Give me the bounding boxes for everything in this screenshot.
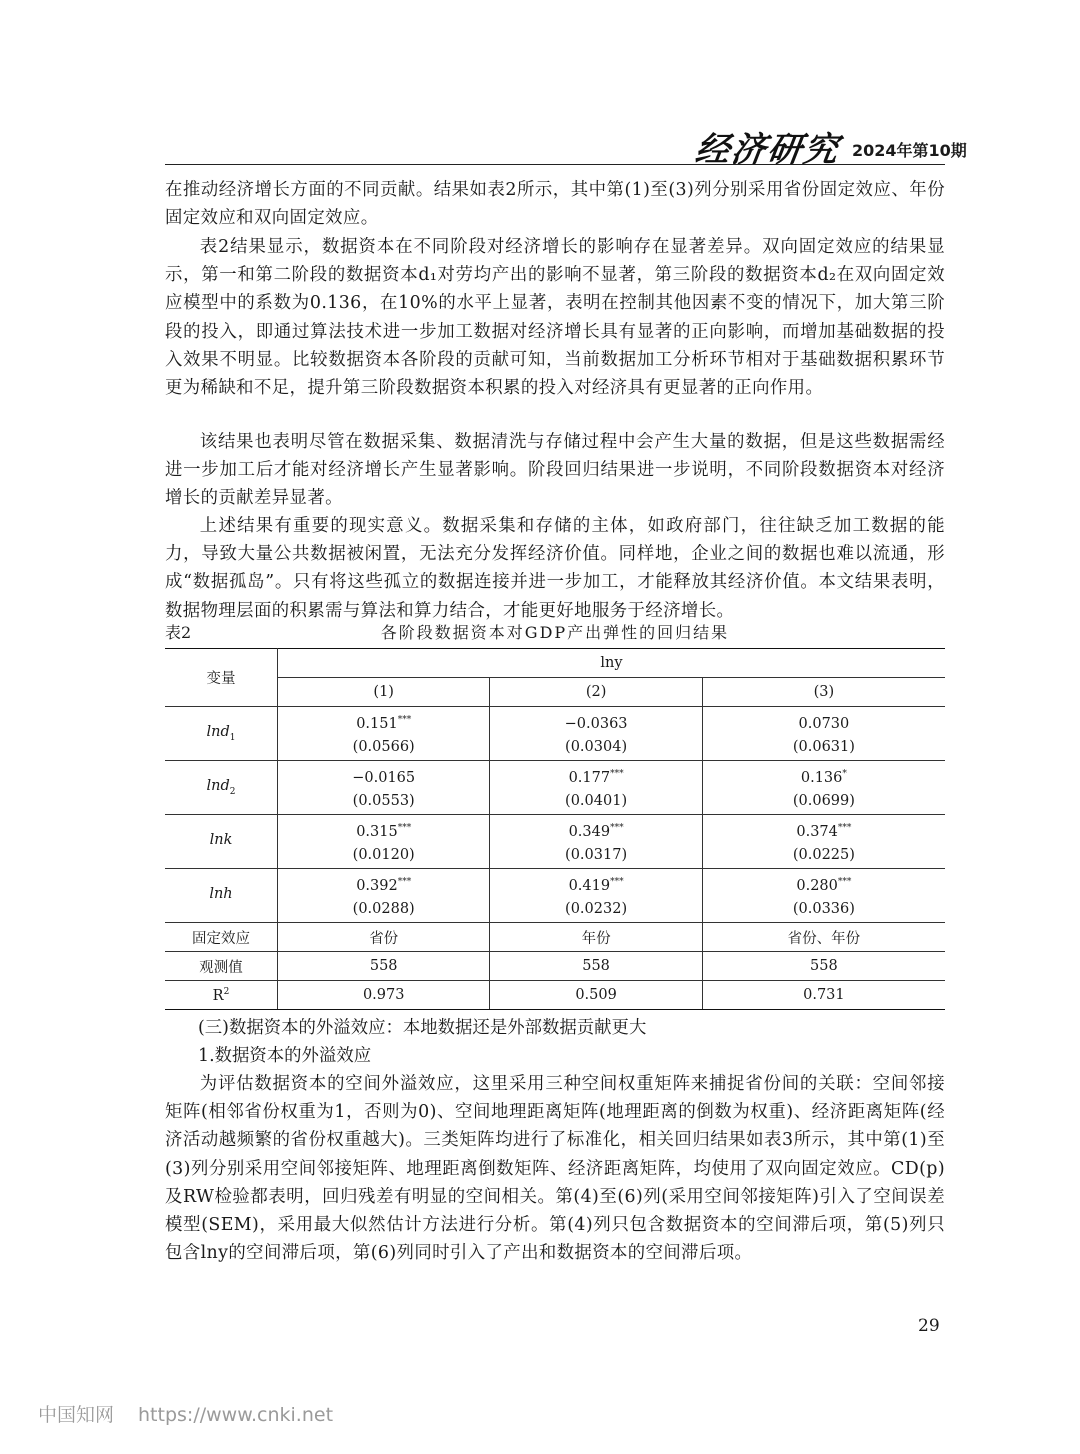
table-row bbox=[165, 923, 945, 952]
paragraph-3: 该结果也表明尽管在数据采集、数据清洗与存储过程中会产生大量的数据，但是这些数据需经进一步加工后才能对经济增长产生显著影响。阶段回归结果进一步说明，不同阶段数据资本对经济增长的贡献差异显著。 bbox=[165, 432, 945, 509]
row-label: lnd$_2$ bbox=[165, 761, 278, 815]
table-cell: −0.0363 (0.0304) bbox=[490, 707, 702, 761]
header-rule bbox=[165, 164, 945, 165]
table-cell: 0.280*** (0.0336) bbox=[702, 869, 945, 923]
table-cell: 0.349*** (0.0317) bbox=[490, 815, 702, 869]
table-cell: 0.151*** (0.0566) bbox=[278, 707, 490, 761]
table-cell: 558 bbox=[278, 952, 490, 981]
dep-var-header: lny bbox=[278, 649, 946, 678]
issue-label: 2024年第10期 bbox=[852, 140, 967, 160]
table-cell: 0.973 bbox=[278, 981, 490, 1010]
table-cell: 0.392*** (0.0288) bbox=[278, 869, 490, 923]
page-number: 29 bbox=[918, 1316, 940, 1336]
regression-table bbox=[165, 648, 945, 1010]
footer-url: https://www.cnki.net bbox=[138, 1404, 334, 1426]
table-row bbox=[165, 981, 945, 1010]
table-title: 各阶段数据资本对GDP产出弹性的回归结果 bbox=[380, 623, 730, 642]
table-cell: 0.177*** (0.0401) bbox=[490, 761, 702, 815]
page-header bbox=[692, 126, 967, 170]
table-cell: 0.419*** (0.0232) bbox=[490, 869, 702, 923]
sub-heading: 1.数据资本的外溢效应 bbox=[198, 1046, 372, 1066]
paragraph-2: 表2结果显示，数据资本在不同阶段对经济增长的影响存在显著差异。双向固定效应的结果显示，第一和第二阶段的数据资本d₁对劳均产出的影响不显著，第三阶段的数据资本d₂在双向固定效应模型中的系数为0.136，在10%的水平上显著，表明在控制其他因素不变的情况下，加大第三阶段的投入，即通过算法技术进一步加工数据对经济增长具有显著的正向影响，而增加基础数据的投入效果不明显。比较数据资本各阶段的贡献可知，当前数据加工分析环节相对于基础数据积累环节更为稀缺和不足，提升第三阶段数据资本积累的投入对经济具有更显著的正向作用。 bbox=[165, 237, 945, 399]
section-paragraph: 为评估数据资本的空间外溢效应，这里采用三种空间权重矩阵来捕捉省份间的关联：空间邻接矩阵(相邻省份权重为1，否则为0)、空间地理距离矩阵(地理距离的倒数为权重)、经济距离矩阵(经济活动越频繁的省份权重越大)。三类矩阵均进行了标准化，相关回归结果如表3所示，其中第(1)至(3)列分别采用空间邻接矩阵、地理距离倒数矩阵、经济距离矩阵，均使用了双向固定效应。CD(p)及RW检验都表明，回归残差有明显的空间相关。第(4)至(6)列(采用空间邻接矩阵)引入了空间误差模型(SEM)，采用最大似然估计方法进行分析。第(4)列只包含数据资本的空间滞后项，第(5)列只包含lny的空间滞后项，第(6)列同时引入了产出和数据资本的空间滞后项。 bbox=[165, 1074, 945, 1264]
row-label: lnd$_1$ bbox=[165, 707, 278, 761]
row-label: lnk bbox=[165, 815, 278, 869]
table-cell: 年份 bbox=[490, 923, 702, 952]
table-cell: 0.136* (0.0699) bbox=[702, 761, 945, 815]
table-row bbox=[165, 869, 945, 923]
table-cell: 558 bbox=[490, 952, 702, 981]
table-cell: 0.731 bbox=[702, 981, 945, 1010]
row-label: $R^2$ bbox=[165, 981, 278, 1010]
table-row bbox=[165, 707, 945, 761]
watermark-footer bbox=[38, 1400, 357, 1427]
section-heading: (三)数据资本的外溢效应：本地数据还是外部数据贡献更大 bbox=[198, 1018, 647, 1038]
table-cell: −0.0165 (0.0553) bbox=[278, 761, 490, 815]
paragraph-1: 在推动经济增长方面的不同贡献。结果如表2所示，其中第(1)至(3)列分别采用省份固定效应、年份固定效应和双向固定效应。 bbox=[165, 180, 945, 229]
table-cell: 省份 bbox=[278, 923, 490, 952]
row-label: 固定效应 bbox=[165, 923, 278, 952]
var-header: 变量 bbox=[165, 649, 278, 707]
journal-logo: 经济研究 bbox=[692, 129, 843, 170]
column-header: (3) bbox=[702, 678, 945, 707]
table-cell: 0.509 bbox=[490, 981, 702, 1010]
table-cell: 558 bbox=[702, 952, 945, 981]
paragraph-4: 上述结果有重要的现实意义。数据采集和存储的主体，如政府部门，往往缺乏加工数据的能力，导致大量公共数据被闲置，无法充分发挥经济价值。同样地，企业之间的数据也难以流通，形成“数据孤岛”。只有将这些孤立的数据连接并进一步加工，才能释放其经济价值。本文结果表明，数据物理层面的积累需与算法和算力结合，才能更好地服务于经济增长。 bbox=[165, 516, 945, 621]
table-cell: 0.315*** (0.0120) bbox=[278, 815, 490, 869]
row-label: 观测值 bbox=[165, 952, 278, 981]
table-cell: 省份、年份 bbox=[702, 923, 945, 952]
table-caption bbox=[165, 620, 945, 646]
table-cell: 0.374*** (0.0225) bbox=[702, 815, 945, 869]
table-number: 表2 bbox=[165, 623, 192, 642]
column-header: (1) bbox=[278, 678, 490, 707]
row-label: lnh bbox=[165, 869, 278, 923]
column-header: (2) bbox=[490, 678, 702, 707]
table-row bbox=[165, 952, 945, 981]
table-cell: 0.0730 (0.0631) bbox=[702, 707, 945, 761]
table-row bbox=[165, 815, 945, 869]
table-row bbox=[165, 761, 945, 815]
footer-brand: 中国知网 bbox=[38, 1404, 115, 1426]
